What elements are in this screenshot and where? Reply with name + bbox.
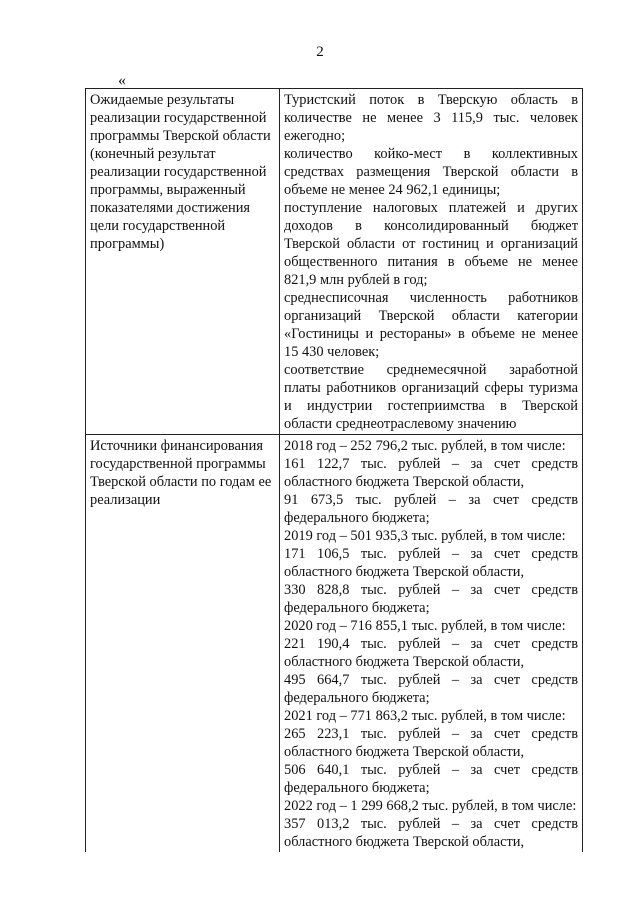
funding-year-total: 2019 год – 501 935,3 тыс. рублей, в том числе: <box>284 528 566 544</box>
expected-results-label: Ожидаемые результаты реализации государственной программы Тверской области (конечный результат реализации государственной программы, выраженный показателями достижения цели государственной программы) <box>86 89 280 435</box>
funding-federal-budget: 330 828,8 тыс. рублей – за счет средств федерального бюджета; <box>284 582 578 616</box>
funding-year-total: 2020 год – 716 855,1 тыс. рублей, в том числе: <box>284 618 566 634</box>
funding-federal-budget: 506 640,1 тыс. рублей – за счет средств федерального бюджета; <box>284 762 578 796</box>
funding-year-total: 2022 год – 1 299 668,2 тыс. рублей, в том числе: <box>284 798 577 814</box>
funding-sources-content <box>280 435 583 853</box>
funding-federal-budget: 91 673,5 тыс. рублей – за счет средств федерального бюджета; <box>284 492 578 526</box>
funding-year-total: 2018 год – 252 796,2 тыс. рублей, в том числе: <box>284 438 566 454</box>
funding-sources-label: Источники финансирования государственной программы Тверской области по годам ее реализации <box>86 435 280 853</box>
program-passport-table <box>85 88 583 852</box>
result-item: среднесписочная численность работников организаций Тверской области категории «Гостиницы и рестораны» в объеме не менее 15 430 человек; <box>284 290 578 360</box>
page-number: 2 <box>316 44 324 60</box>
funding-year-total: 2021 год – 771 863,2 тыс. рублей, в том числе: <box>284 708 566 724</box>
result-item: количество койко-мест в коллективных средствах размещения Тверской области в объеме не менее 24 962,1 единицы; <box>284 146 578 198</box>
funding-regional-budget: 265 223,1 тыс. рублей – за счет средств областного бюджета Тверской области, <box>284 726 578 760</box>
result-item: соответствие среднемесячной заработной платы работников организаций сферы туризма и индустрии гостеприимства в Тверской области среднеотраслевому значению <box>284 362 578 432</box>
funding-regional-budget: 161 122,7 тыс. рублей – за счет средств областного бюджета Тверской области, <box>284 456 578 490</box>
funding-regional-budget: 357 013,2 тыс. рублей – за счет средств областного бюджета Тверской области, <box>284 816 578 850</box>
expected-results-content <box>280 89 583 435</box>
funding-federal-budget: 495 664,7 тыс. рублей – за счет средств федерального бюджета; <box>284 672 578 706</box>
funding-regional-budget: 171 106,5 тыс. рублей – за счет средств областного бюджета Тверской области, <box>284 546 578 580</box>
result-item: поступление налоговых платежей и других доходов в консолидированный бюджет Тверской области от гостиниц и организаций общественного питания в объеме не менее 821,9 млн рублей в год; <box>284 200 578 288</box>
funding-regional-budget: 221 190,4 тыс. рублей – за счет средств областного бюджета Тверской области, <box>284 636 578 670</box>
opening-quote-mark: « <box>118 72 126 89</box>
table-row-funding-sources <box>86 435 583 853</box>
result-item: Туристский поток в Тверскую область в количестве не менее 3 115,9 тыс. человек ежегодно; <box>284 92 578 144</box>
table-row-expected-results <box>86 89 583 435</box>
